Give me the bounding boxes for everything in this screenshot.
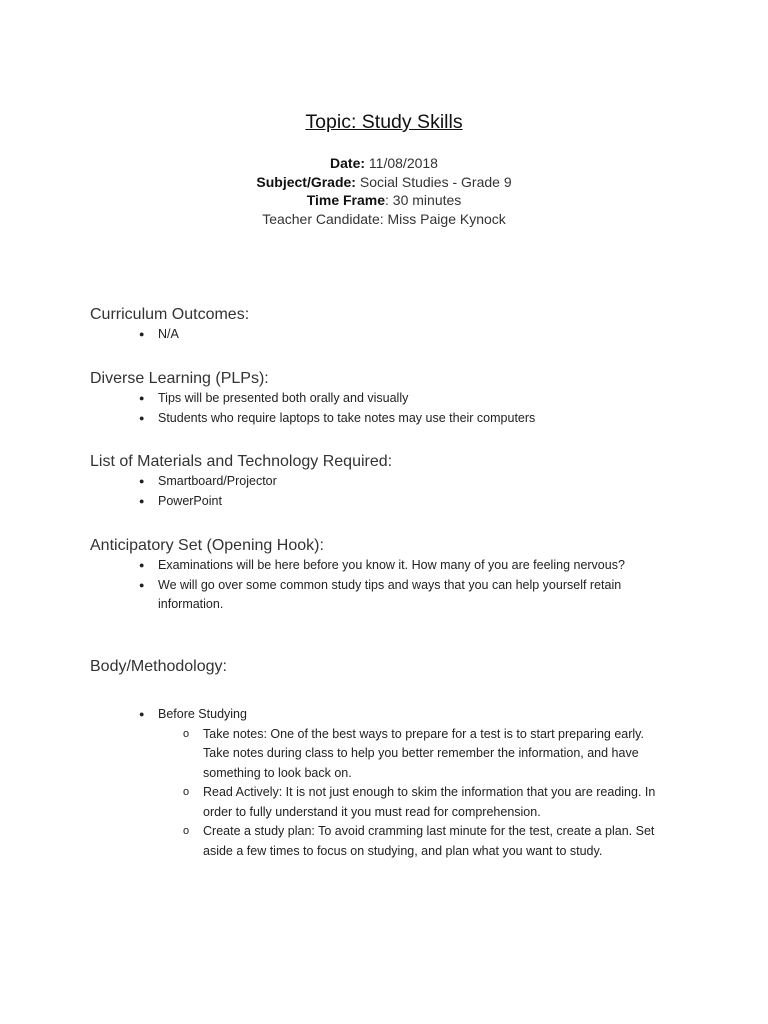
sub-bullet-list xyxy=(90,725,710,862)
bullet-list xyxy=(90,705,710,725)
subject-value: Social Studies - Grade 9 xyxy=(355,173,512,190)
list-item xyxy=(90,389,710,409)
section-body-methodology xyxy=(90,657,710,861)
bullet-icon: ● xyxy=(139,560,145,570)
date-row xyxy=(0,154,768,173)
bullet-icon: ● xyxy=(139,393,145,403)
subject-label: Subject/Grade: xyxy=(256,173,356,190)
section-heading: Curriculum Outcomes: xyxy=(90,306,250,323)
bullet-icon: ● xyxy=(139,495,145,506)
list-item xyxy=(90,492,710,512)
section-heading: Body/Methodology: xyxy=(90,658,227,675)
sub-bullet-icon: o xyxy=(183,727,190,740)
bullet-icon: ● xyxy=(139,709,145,719)
bullet-icon: ● xyxy=(139,476,145,486)
date-label: Date: xyxy=(330,155,366,171)
sub-list-item xyxy=(90,725,663,784)
list-item-text: N/A xyxy=(158,327,179,341)
list-item-text: Smartboard/Projector xyxy=(158,474,277,488)
section-heading: Diverse Learning (PLPs): xyxy=(90,370,269,387)
bullet-icon: ● xyxy=(139,329,145,339)
sub-bullet-icon: o xyxy=(183,786,190,798)
list-item xyxy=(90,472,710,492)
sub-list-item-text: Take notes: One of the best ways to prepare for a test is to start preparing early. Take notes during class to help you better remember the information, and have something to look back on. xyxy=(203,726,644,780)
list-item xyxy=(90,325,710,345)
subject-row xyxy=(0,173,768,192)
section-heading: Anticipatory Set (Opening Hook): xyxy=(90,537,324,554)
sub-list-item-text: Create a study plan: To avoid cramming last minute for the test, create a plan. Set aside a few times to focus on studying, and plan what you want to study. xyxy=(203,824,655,858)
bullet-icon: ● xyxy=(139,579,145,590)
sub-list-item-text: Read Actively: It is not just enough to skim the information that you are reading. In order to fully understand it you must read for comprehension. xyxy=(203,785,656,819)
list-item-text: Before Studying xyxy=(158,707,247,721)
bullet-list xyxy=(90,472,710,511)
date-value: 11/08/2018 xyxy=(365,155,438,171)
sub-list-item xyxy=(90,822,663,861)
time-row xyxy=(0,191,768,210)
list-item xyxy=(90,576,688,615)
list-item-text: Tips will be presented both orally and visually xyxy=(158,391,409,405)
section-heading: List of Materials and Technology Required: xyxy=(90,453,393,470)
section-curriculum xyxy=(90,305,710,345)
bullet-list xyxy=(90,556,710,615)
sub-list-item xyxy=(90,783,663,822)
lesson-meta xyxy=(0,154,768,228)
list-item-text: PowerPoint xyxy=(158,493,222,508)
bullet-list xyxy=(90,325,710,345)
teacher-candidate: Teacher Candidate: Miss Paige Kynock xyxy=(262,210,506,227)
bullet-icon: ● xyxy=(139,412,145,423)
time-label: Time Frame xyxy=(306,192,386,208)
section-anticipatory-set xyxy=(90,536,710,615)
page-title: Topic: Study Skills xyxy=(305,111,463,133)
list-item xyxy=(90,556,710,576)
section-diverse-learning xyxy=(90,369,710,428)
list-item-text: We will go over some common study tips and ways that you can help yourself retain information. xyxy=(158,577,622,611)
list-item-text: Students who require laptops to take notes may use their computers xyxy=(158,410,536,425)
section-materials xyxy=(90,452,710,511)
sub-bullet-icon: o xyxy=(183,825,190,837)
time-value: : 30 minutes xyxy=(385,192,462,208)
list-item xyxy=(90,705,710,725)
list-item xyxy=(90,409,710,429)
bullet-list xyxy=(90,389,710,428)
list-item-text: Examinations will be here before you know it. How many of you are feeling nervous? xyxy=(158,558,625,572)
